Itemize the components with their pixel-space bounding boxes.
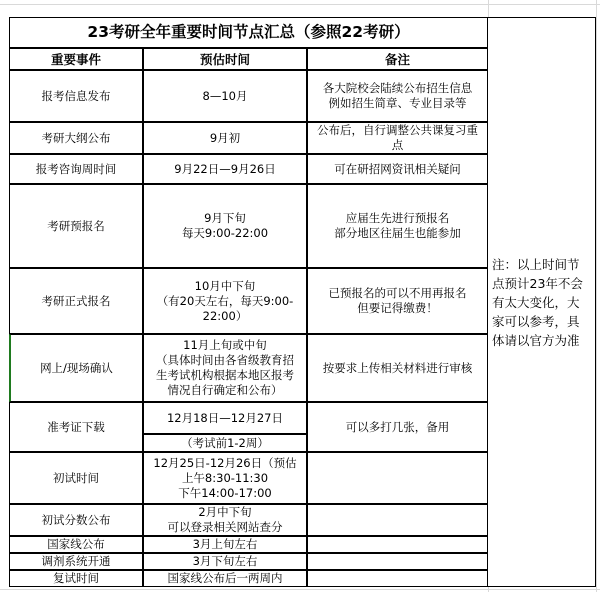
event-cell: 网上/现场确认 [9, 334, 143, 402]
time-line: 下午14:00-17:00 [178, 485, 272, 500]
time-line: 11月上旬或中旬 [183, 338, 267, 352]
remark-line: 但要记得缴费！ [357, 301, 438, 315]
gridline [596, 0, 597, 592]
event-cell: 考研预报名 [9, 184, 143, 268]
event-cell: 复试时间 [9, 570, 143, 587]
gridline [0, 4, 600, 5]
time-line: 生考试机构根据本地区报考 [156, 368, 294, 382]
remark-cell [307, 570, 488, 587]
remark-line: 公布后，自行调整公共课复习重 [317, 123, 478, 137]
header-remark: 备注 [307, 48, 488, 70]
header-time: 预估时间 [143, 48, 307, 70]
time-cell: 8—10月 [143, 70, 307, 122]
time-cell: 12月18日—12月27日 [143, 402, 307, 434]
time-cell [143, 504, 307, 536]
time-line: 2月中下旬 [198, 505, 252, 519]
remark-cell: 可在研招网资讯相关疑问 [307, 154, 488, 184]
remark-line: 已预报名的可以不用再报名 [328, 286, 467, 300]
remark-cell [307, 70, 488, 122]
remark-cell: 按要求上传相关材料进行审核 [307, 334, 488, 402]
time-cell [143, 268, 307, 334]
time-cell-sub: （考试前1-2周） [143, 434, 307, 452]
event-cell: 考研正式报名 [9, 268, 143, 334]
remark-cell [307, 268, 488, 334]
time-cell: 9月22日—9月26日 [143, 154, 307, 184]
event-cell: 报考信息发布 [9, 70, 143, 122]
remark-cell [307, 184, 488, 268]
note-cell: 注：以上时间节点预计23年不会有太大变化，大家可以参考，具体请以官方为准 [488, 17, 596, 587]
event-cell: 考研大纲公布 [9, 122, 143, 154]
time-cell: 9月初 [143, 122, 307, 154]
time-line: 情况自行确定和公布） [167, 383, 283, 397]
event-cell: 报考咨询周时间 [9, 154, 143, 184]
time-line: 9月下旬 [204, 211, 246, 225]
remark-line: 各大院校会陆续公布招生信息 [322, 81, 473, 95]
remark-line: 点 [391, 138, 404, 152]
remark-line: 例如招生简章、专业目录等 [328, 96, 467, 110]
time-cell: 3月下旬左右 [143, 553, 307, 570]
remark-cell [307, 122, 488, 154]
time-line: 22:00） [202, 308, 248, 323]
gridline [0, 589, 600, 590]
time-line: 每天9:00-22:00 [181, 226, 269, 240]
event-cell: 初试时间 [9, 452, 143, 504]
time-cell [143, 184, 307, 268]
header-event: 重要事件 [9, 48, 143, 70]
time-line: （具体时间由各省级教育招 [156, 353, 294, 367]
remark-cell [307, 452, 488, 504]
remark-line: 部分地区往届生也能参加 [334, 226, 461, 240]
time-line: （有20天左右，每天9:00- [156, 293, 294, 308]
time-line: 10月中下旬 [194, 278, 256, 293]
event-cell: 准考证下载 [9, 402, 143, 452]
time-cell [143, 452, 307, 504]
event-cell: 国家线公布 [9, 536, 143, 553]
remark-cell [307, 536, 488, 553]
time-cell [143, 334, 307, 402]
event-cell: 调剂系统开通 [9, 553, 143, 570]
remark-cell [307, 504, 488, 536]
remark-line: 应届生先进行预报名 [345, 211, 450, 225]
time-line: 可以登录相关网站查分 [167, 520, 283, 534]
remark-cell: 可以多打几张，备用 [307, 402, 488, 452]
time-cell: 国家线公布后一两周内 [143, 570, 307, 587]
time-line: 上午8:30-11:30 [181, 470, 269, 485]
event-cell: 初试分数公布 [9, 504, 143, 536]
time-cell: 3月上旬左右 [143, 536, 307, 553]
table-title: 23考研全年重要时间节点汇总（参照22考研） [9, 17, 488, 48]
time-line: 12月25日-12月26日（预估 [153, 455, 297, 470]
remark-cell [307, 553, 488, 570]
